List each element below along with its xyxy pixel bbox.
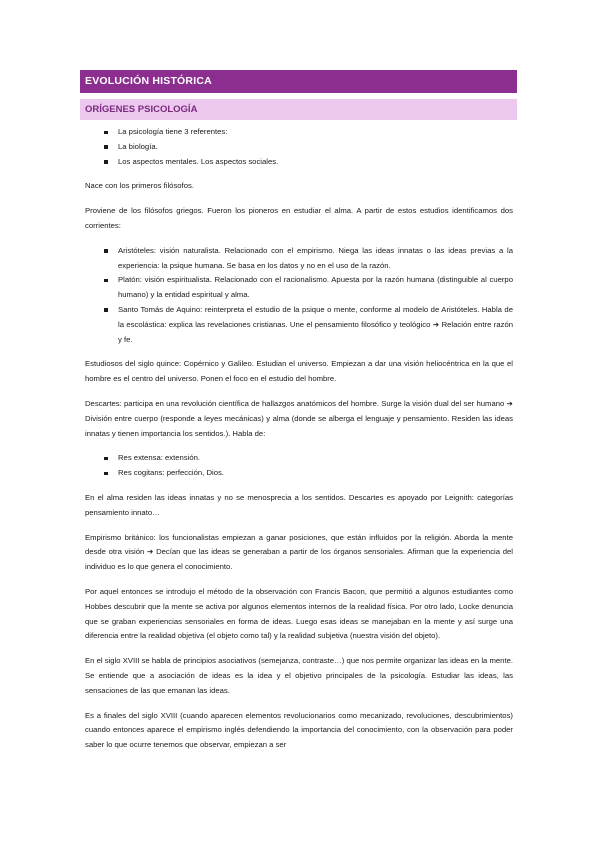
paragraph: En el alma residen las ideas innatas y no se menosprecia a los sentidos. Descartes es apoyado por Leignith: categorías pensamiento innato…	[85, 492, 513, 517]
list-item: Res extensa: extensión.	[80, 451, 517, 466]
document-page	[80, 70, 517, 753]
paragraph: Empirismo británico: los funcionalistas empiezan a ganar posiciones, que están influidos por la religión. Aborda la mente desde otra visión ➔ Decían que las ideas se generaban a partir de los órganos sensoriales. Afirman que la experiencia del individuo es lo que genera el conocimiento.	[85, 532, 513, 572]
paragraph: Por aquel entonces se introdujo el método de la observación con Francis Bacon, que permitió a algunos estudiantes como Hobbes descubrir que la mente se activa por algunos elementos internos de la realidad física. Por otro lado, Locke denuncia que se graban experiencias sensoriales en forma de ideas. Luego esas ideas se manejaban en la mente y así surge una diferencia entre la realidad objetiva (el objeto como tal) y la realidad subjetiva (nuestra visión del objeto).	[85, 586, 513, 641]
section-heading: EVOLUCIÓN HISTÓRICA	[80, 70, 517, 93]
subsection-heading: ORÍGENES PSICOLOGÍA	[80, 99, 517, 120]
list-item: Aristóteles: visión naturalista. Relacionado con el empirismo. Niega las ideas innatas o las ideas previas a la experiencia: la psique humana. Se basa en los datos y no en el uso de la razón.	[80, 244, 517, 274]
list-corrientes	[80, 244, 517, 348]
paragraph: Proviene de los filósofos griegos. Fueron los pioneros en estudiar el alma. A partir de estos estudios identificamos dos corrientes:	[85, 206, 513, 230]
list-item: Santo Tomás de Aquino: reinterpreta el estudio de la psique o mente, conforme al modelo de Aristóteles. Habla de la escolástica: explica las revelaciones cristianas. Une el pensamiento filosófico y teológico ➔ Relación entre razón y fe.	[80, 303, 517, 347]
paragraph: Estudiosos del siglo quince: Copérnico y Galileo. Estudian el universo. Empiezan a dar una visión heliocéntrica en la que el hombre es el centro del universo. Ponen el foco en el estudio del hombre.	[85, 359, 513, 384]
list-res	[80, 451, 517, 481]
paragraph: Es a finales del siglo XVIII (cuando aparecen elementos revolucionarios como mecanizado, revoluciones, descubrimientos) cuando entonces aparece el empirismo inglés defendiendo la importancia del conocimiento, con la observación para poder saber lo que ocurre tenemos que observar, empiezan a ser	[85, 710, 513, 750]
paragraph: Nace con los primeros filósofos.	[85, 181, 194, 191]
list-item: Res cogitans: perfección, Dios.	[80, 466, 517, 481]
paragraph: Descartes: participa en una revolución científica de hallazgos anatómicos del hombre. Surge la visión dual del ser humano ➔ División entre cuerpo (responde a leyes mecánicas) y alma (donde se alberga el lenguaje y pensamiento. Residen las ideas innatas y tienen importancia los sentidos.). Habla de:	[85, 398, 513, 438]
list-referentes	[80, 125, 517, 169]
list-item: Los aspectos mentales. Los aspectos sociales.	[80, 155, 517, 170]
list-item: La psicología tiene 3 referentes:	[80, 125, 517, 140]
list-item: Platón: visión espiritualista. Relacionado con el racionalismo. Apuesta por la razón humana (distinguible al cuerpo humano) y la entidad espiritual y alma.	[80, 273, 517, 303]
list-item: La biología.	[80, 140, 517, 155]
paragraph: En el siglo XVIII se habla de principios asociativos (semejanza, contraste…) que nos permite organizar las ideas en la mente. Se entiende que a asociación de ideas es la idea y el objetivo principales de la psicología. Estudiar las ideas, las sensaciones de las que emanan las ideas.	[85, 656, 513, 695]
